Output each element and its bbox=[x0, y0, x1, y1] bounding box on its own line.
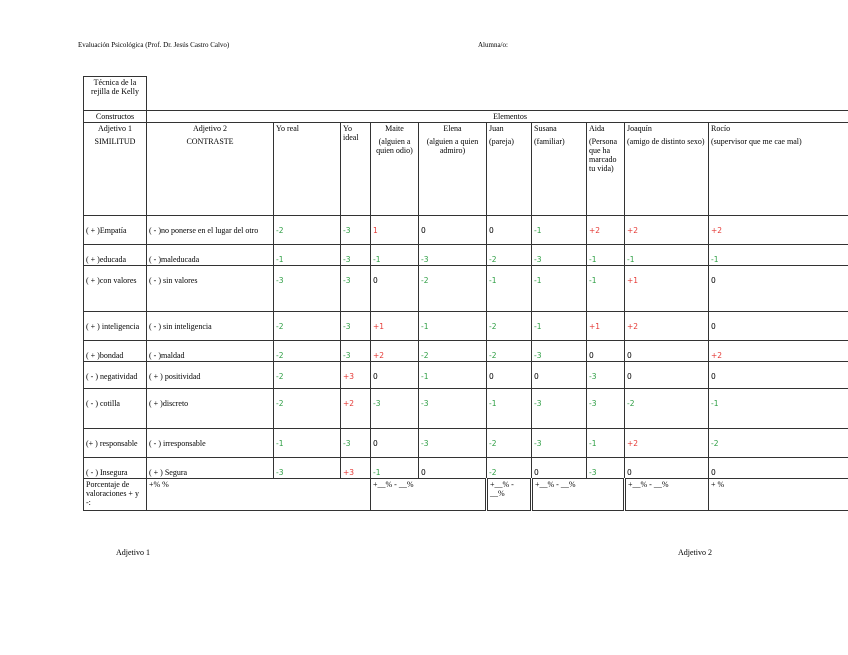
adj1-cell: ( + )bondad bbox=[84, 341, 147, 362]
table-row bbox=[84, 429, 848, 458]
table-row bbox=[84, 312, 848, 341]
adj1-cell: ( + )Empatía bbox=[84, 216, 147, 245]
value-cell: -1 bbox=[532, 216, 587, 245]
percentage-label: Porcentaje de valoraciones + y -: bbox=[84, 479, 147, 511]
table-row bbox=[84, 341, 848, 362]
value-cell: 0 bbox=[709, 362, 848, 389]
kelly-grid-table bbox=[83, 76, 848, 511]
element-header: Yo real bbox=[274, 123, 341, 216]
adj2-cell: ( + ) positividad bbox=[147, 362, 274, 389]
adj1-header: Adjetivo 1 SIMILITUD bbox=[84, 123, 147, 216]
percentage-row bbox=[84, 479, 848, 511]
value-cell: -3 bbox=[371, 389, 419, 429]
value-cell: 0 bbox=[371, 429, 419, 458]
value-cell: -3 bbox=[274, 266, 341, 312]
footer-adj2: Adjetivo 2 bbox=[678, 548, 712, 557]
constructos-label: Constructos bbox=[84, 111, 147, 123]
adj2-cell: ( + )discreto bbox=[147, 389, 274, 429]
table-row bbox=[84, 362, 848, 389]
adj2-cell: ( + ) Segura bbox=[147, 458, 274, 479]
value-cell: -3 bbox=[532, 429, 587, 458]
value-cell: 0 bbox=[625, 341, 709, 362]
header-title: Evaluación Psicológica (Prof. Dr. Jesús Castro Calvo) bbox=[78, 41, 230, 49]
value-cell: +3 bbox=[341, 458, 371, 479]
value-cell: -2 bbox=[419, 341, 487, 362]
adj2-cell: ( - ) sin inteligencia bbox=[147, 312, 274, 341]
value-cell: +2 bbox=[709, 341, 848, 362]
adj1-cell: (+ ) responsable bbox=[84, 429, 147, 458]
value-cell: +2 bbox=[341, 389, 371, 429]
value-cell: -3 bbox=[341, 216, 371, 245]
value-cell: +2 bbox=[587, 216, 625, 245]
adj1-cell: ( - ) cotilla bbox=[84, 389, 147, 429]
percentage-v1: +% % bbox=[147, 479, 371, 511]
value-cell: -1 bbox=[419, 312, 487, 341]
value-cell: -3 bbox=[587, 362, 625, 389]
value-cell: -2 bbox=[625, 389, 709, 429]
element-header: Joaquín (amigo de distinto sexo) bbox=[625, 123, 709, 216]
element-header: Rocío (supervisor que me cae mal) bbox=[709, 123, 848, 216]
element-header: Maite (alguien a quien odio) bbox=[371, 123, 419, 216]
percentage-v2: +__% - __% bbox=[371, 479, 487, 511]
value-cell: -1 bbox=[625, 245, 709, 266]
element-header: Elena (alguien a quien admiro) bbox=[419, 123, 487, 216]
adj1-cell: ( + )educada bbox=[84, 245, 147, 266]
value-cell: -3 bbox=[532, 245, 587, 266]
value-cell: 0 bbox=[532, 362, 587, 389]
value-cell: +1 bbox=[371, 312, 419, 341]
element-header: Yo ideal bbox=[341, 123, 371, 216]
value-cell: -1 bbox=[274, 245, 341, 266]
adj2-cell: ( - )no ponerse en el lugar del otro bbox=[147, 216, 274, 245]
footer-adj1: Adjetivo 1 bbox=[116, 548, 150, 557]
adj2-cell: ( - )maleducada bbox=[147, 245, 274, 266]
table-row bbox=[84, 458, 848, 479]
adj1-cell: ( + )con valores bbox=[84, 266, 147, 312]
value-cell: 0 bbox=[625, 362, 709, 389]
value-cell: -1 bbox=[532, 312, 587, 341]
table-row bbox=[84, 266, 848, 312]
elementos-label: Elementos bbox=[147, 111, 848, 123]
value-cell: 0 bbox=[371, 362, 419, 389]
value-cell: +2 bbox=[625, 312, 709, 341]
value-cell: 0 bbox=[419, 458, 487, 479]
element-header: Aida (Persona que ha marcado tu vida) bbox=[587, 123, 625, 216]
value-cell: 0 bbox=[709, 312, 848, 341]
element-header: Juan (pareja) bbox=[487, 123, 532, 216]
percentage-v4: +__% - __% bbox=[532, 479, 625, 511]
value-cell: -2 bbox=[274, 312, 341, 341]
value-cell: -3 bbox=[341, 245, 371, 266]
value-cell: 0 bbox=[625, 458, 709, 479]
adj1-cell: ( - ) Insegura bbox=[84, 458, 147, 479]
value-cell: -1 bbox=[487, 389, 532, 429]
value-cell: -1 bbox=[487, 266, 532, 312]
value-cell: 0 bbox=[419, 216, 487, 245]
value-cell: -2 bbox=[274, 341, 341, 362]
value-cell: +2 bbox=[371, 341, 419, 362]
value-cell: -1 bbox=[587, 266, 625, 312]
value-cell: +3 bbox=[341, 362, 371, 389]
value-cell: -1 bbox=[274, 429, 341, 458]
value-cell: 0 bbox=[709, 266, 848, 312]
value-cell: -2 bbox=[487, 429, 532, 458]
value-cell: -3 bbox=[532, 389, 587, 429]
value-cell: -2 bbox=[709, 429, 848, 458]
value-cell: +2 bbox=[625, 429, 709, 458]
value-cell: -2 bbox=[487, 458, 532, 479]
value-cell: -3 bbox=[419, 245, 487, 266]
percentage-v6: + % bbox=[709, 479, 848, 511]
table-row bbox=[84, 245, 848, 266]
value-cell: -2 bbox=[487, 341, 532, 362]
value-cell: -3 bbox=[587, 389, 625, 429]
value-cell: -2 bbox=[274, 362, 341, 389]
value-cell: +2 bbox=[709, 216, 848, 245]
value-cell: -3 bbox=[341, 429, 371, 458]
value-cell: -1 bbox=[419, 362, 487, 389]
value-cell: -1 bbox=[709, 245, 848, 266]
value-cell: -1 bbox=[371, 458, 419, 479]
value-cell: 0 bbox=[709, 458, 848, 479]
value-cell: -3 bbox=[341, 266, 371, 312]
value-cell: -3 bbox=[274, 458, 341, 479]
value-cell: -1 bbox=[587, 429, 625, 458]
value-cell: -3 bbox=[532, 341, 587, 362]
value-cell: 0 bbox=[487, 362, 532, 389]
value-cell: -2 bbox=[487, 245, 532, 266]
table-row bbox=[84, 216, 848, 245]
adj2-header: Adjetivo 2 CONTRASTE bbox=[147, 123, 274, 216]
value-cell: -3 bbox=[587, 458, 625, 479]
element-header: Susana (familiar) bbox=[532, 123, 587, 216]
value-cell: -1 bbox=[371, 245, 419, 266]
value-cell: -1 bbox=[532, 266, 587, 312]
value-cell: +1 bbox=[625, 266, 709, 312]
adj1-cell: ( - ) negatividad bbox=[84, 362, 147, 389]
value-cell: -2 bbox=[274, 389, 341, 429]
value-cell: -1 bbox=[709, 389, 848, 429]
adj2-cell: ( - ) irresponsable bbox=[147, 429, 274, 458]
value-cell: -2 bbox=[419, 266, 487, 312]
value-cell: 1 bbox=[371, 216, 419, 245]
value-cell: 0 bbox=[487, 216, 532, 245]
value-cell: 0 bbox=[371, 266, 419, 312]
value-cell: -3 bbox=[341, 341, 371, 362]
value-cell: 0 bbox=[587, 341, 625, 362]
value-cell: -3 bbox=[419, 389, 487, 429]
table-row bbox=[84, 389, 848, 429]
adj1-cell: ( + ) inteligencia bbox=[84, 312, 147, 341]
percentage-v5: +__% - __% bbox=[625, 479, 709, 511]
value-cell: +1 bbox=[587, 312, 625, 341]
value-cell: -2 bbox=[487, 312, 532, 341]
value-cell: -1 bbox=[587, 245, 625, 266]
percentage-v3: +__% - __% bbox=[487, 479, 532, 511]
value-cell: -2 bbox=[274, 216, 341, 245]
adj2-cell: ( - )maldad bbox=[147, 341, 274, 362]
value-cell: 0 bbox=[532, 458, 587, 479]
header-student: Alumna/o: bbox=[478, 41, 508, 49]
value-cell: -3 bbox=[341, 312, 371, 341]
value-cell: -3 bbox=[419, 429, 487, 458]
grid-title: Técnica de la rejilla de Kelly bbox=[84, 77, 147, 111]
value-cell: +2 bbox=[625, 216, 709, 245]
adj2-cell: ( - ) sin valores bbox=[147, 266, 274, 312]
